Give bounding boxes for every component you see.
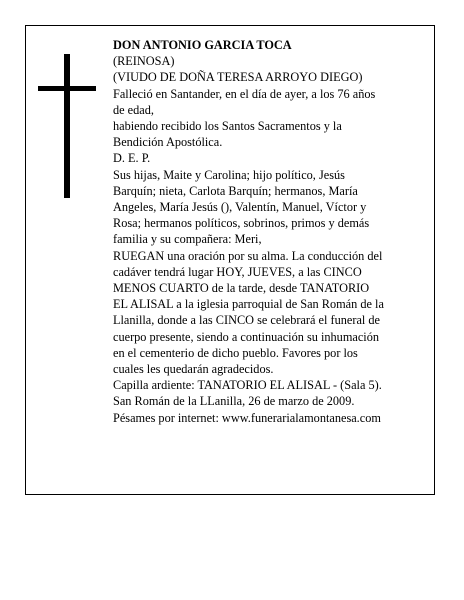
obituary-line: Falleció en Santander, en el día de ayer, a los 76 años	[113, 86, 376, 101]
condolence-website: Pésames por internet: www.funerarialamontanesa.com	[113, 410, 381, 425]
obituary-line: RUEGAN una oración por su alma. La conducción del	[113, 248, 383, 263]
obituary-line: Bendición Apostólica.	[113, 135, 223, 150]
obituary-text	[113, 37, 429, 426]
obituary-line: de edad,	[113, 102, 154, 117]
obituary-line: cuales les quedarán agradecidos.	[113, 362, 274, 377]
obituary-line: Sus hijas, Maite y Carolina; hijo político, Jesús	[113, 167, 345, 182]
obituary-line: MENOS CUARTO de la tarde, desde TANATORIO	[113, 281, 370, 296]
obituary-line: familia y su compañera: Meri,	[113, 232, 262, 247]
obituary-line: cadáver tendrá lugar HOY, JUEVES, a las CINCO	[113, 264, 362, 279]
obituary-line: EL ALISAL a la iglesia parroquial de San Román de la	[113, 297, 384, 312]
cross-vertical-bar	[64, 54, 70, 198]
obituary-line: (REINOSA)	[113, 54, 175, 69]
obituary-line: Capilla ardiente: TANATORIO EL ALISAL - (Sala 5).	[113, 378, 382, 393]
obituary-line: en el cementerio de dicho pueblo. Favores por los	[113, 345, 358, 360]
obituary-line: (VIUDO DE DOÑA TERESA ARROYO DIEGO)	[113, 70, 363, 85]
deceased-name: DON ANTONIO GARCIA TOCA	[113, 38, 292, 52]
obituary-line: Rosa; hermanos políticos, sobrinos, primos y demás	[113, 216, 370, 231]
obituary-line: Llanilla, donde a las CINCO se celebrará el funeral de	[113, 313, 381, 328]
obituary-line: cuerpo presente, siendo a continuación su inhumación	[113, 329, 380, 344]
cross-horizontal-bar	[38, 86, 96, 91]
obituary-line: habiendo recibido los Santos Sacramentos y la	[113, 119, 342, 134]
obituary-line: Angeles, María Jesús (), Valentín, Manuel, Víctor y	[113, 200, 367, 215]
obituary-line: Barquín; nieta, Carlota Barquín; hermanos, María	[113, 183, 358, 198]
obituary-line: San Román de la LLanilla, 26 de marzo de 2009.	[113, 394, 355, 409]
obituary-line: D. E. P.	[113, 151, 151, 166]
